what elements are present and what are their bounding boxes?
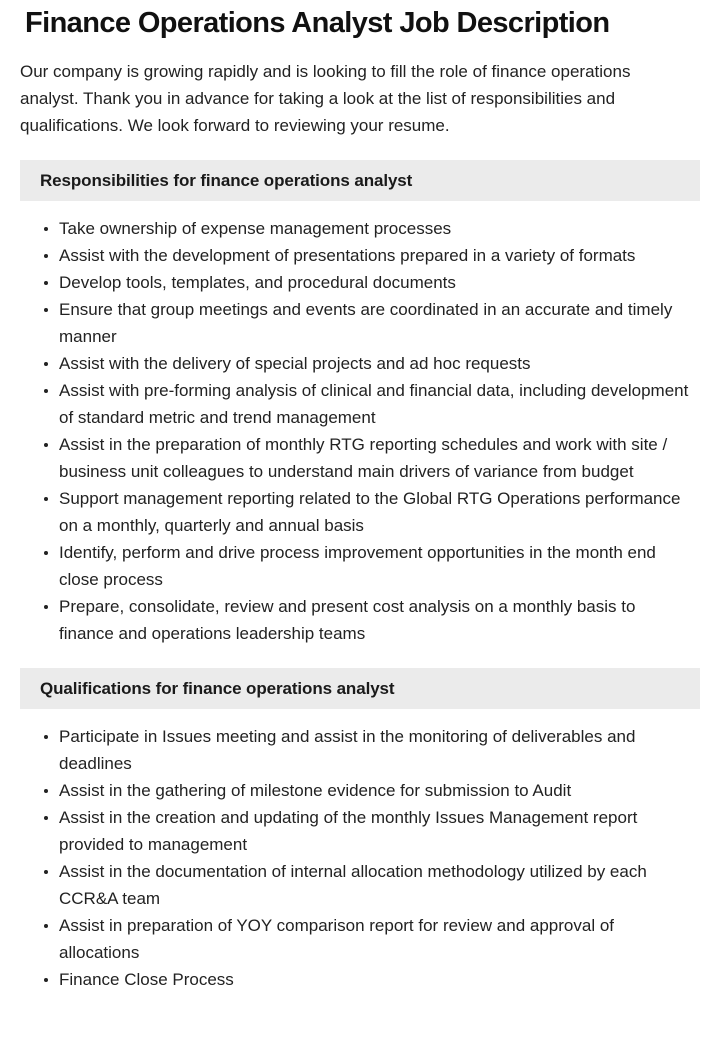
responsibilities-section — [0, 160, 720, 647]
qualifications-list — [0, 709, 720, 993]
list-item: Support management reporting related to the Global RTG Operations performance on a monthly, quarterly and annual basis — [0, 485, 696, 539]
list-item: Prepare, consolidate, review and present cost analysis on a monthly basis to finance and operations leadership teams — [0, 593, 696, 647]
qualifications-section — [0, 668, 720, 993]
page-title: Finance Operations Analyst Job Description — [25, 7, 610, 39]
list-item: Participate in Issues meeting and assist in the monitoring of deliverables and deadlines — [0, 723, 696, 777]
list-item: Identify, perform and drive process improvement opportunities in the month end close process — [0, 539, 696, 593]
qualifications-section-header — [20, 668, 700, 709]
list-item: Assist with the development of presentations prepared in a variety of formats — [0, 242, 696, 269]
responsibilities-list — [0, 201, 720, 647]
list-item: Develop tools, templates, and procedural documents — [0, 269, 696, 296]
list-item: Take ownership of expense management processes — [0, 215, 696, 242]
list-item: Assist in the documentation of internal allocation methodology utilized by each CCR&A team — [0, 858, 696, 912]
responsibilities-section-header — [20, 160, 700, 201]
list-item: Assist in the gathering of milestone evidence for submission to Audit — [0, 777, 696, 804]
list-item: Finance Close Process — [0, 966, 696, 993]
list-item: Ensure that group meetings and events are coordinated in an accurate and timely manner — [0, 296, 696, 350]
qualifications-heading-label: Qualifications for finance operations analyst — [40, 678, 395, 698]
intro-paragraph: Our company is growing rapidly and is looking to fill the role of finance operations analyst. Thank you in advance for taking a look at the list of responsibilities and qualifications. We look forward to reviewing your resume. — [20, 62, 631, 135]
list-item: Assist in the creation and updating of the monthly Issues Management report provided to management — [0, 804, 696, 858]
list-item: Assist in preparation of YOY comparison report for review and approval of allocations — [0, 912, 696, 966]
list-item: Assist in the preparation of monthly RTG reporting schedules and work with site / business unit colleagues to understand main drivers of variance from budget — [0, 431, 696, 485]
list-item: Assist with the delivery of special projects and ad hoc requests — [0, 350, 696, 377]
responsibilities-heading-label: Responsibilities for finance operations analyst — [40, 170, 413, 190]
list-item: Assist with pre-forming analysis of clinical and financial data, including development of standard metric and trend management — [0, 377, 696, 431]
